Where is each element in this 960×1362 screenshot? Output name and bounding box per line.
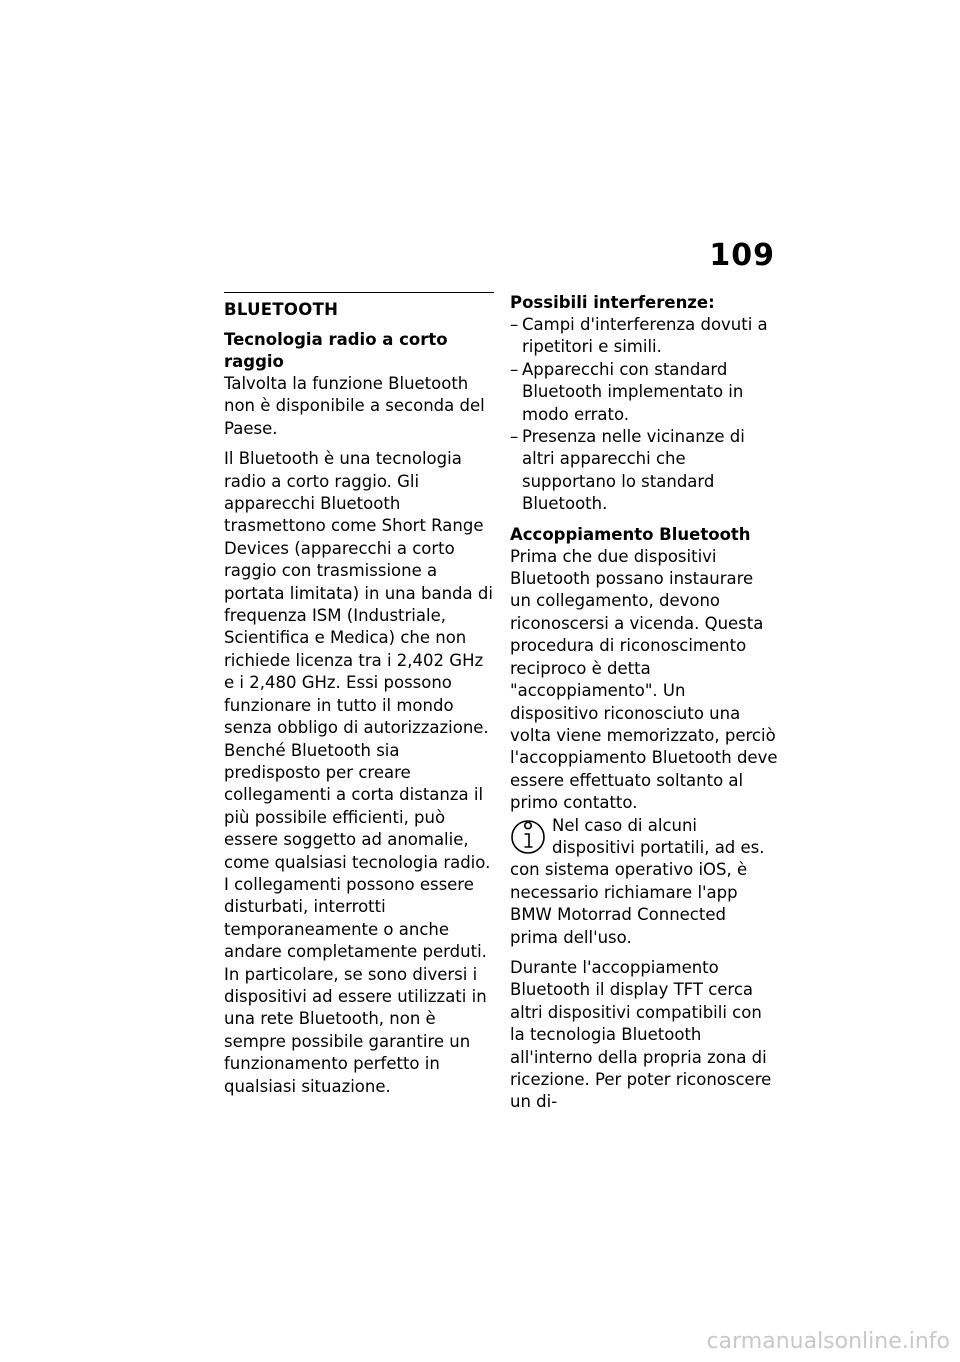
paragraph-availability: Talvolta la funzione Bluetooth non è disponibile a seconda del Paese.: [224, 374, 485, 438]
interference-list: [510, 314, 778, 516]
interference-heading: Possibili interferenze:: [510, 293, 715, 312]
info-icon: [510, 819, 546, 855]
list-item: – Apparecchi con standard Bluetooth implementato in modo errato.: [510, 359, 744, 424]
paragraph-tft-search: Durante l'accoppiamento Bluetooth il display TFT cerca altri dispositivi compatibili con la tecnologia Bluetooth all'interno della propria zona di ricezione. Per poter riconoscere un di-: [510, 957, 772, 1112]
list-item: – Campi d'interferenza dovuti a ripetitori e simili.: [510, 315, 768, 357]
paragraph-anomalies: Benché Bluetooth sia predisposto per creare collegamenti a corta distanza il più possibile efficienti, può essere soggetto ad anomalie, come qualsiasi tecnologia radio. I collegamenti possono essere disturbati, interrotti temporaneamente o anche andare completamente perduti. In particolare, se sono diversi i dispositivi ad essere utilizzati in una rete Bluetooth, non è sempre possibile garantire un funzionamento perfetto in qualsiasi situazione.: [224, 740, 491, 1096]
subheading-short-range: Tecnologia radio a corto raggio: [224, 330, 448, 371]
list-item: – Presenza nelle vicinanze di altri apparecchi che supportano lo standard Bluetooth.: [510, 427, 745, 514]
watermark: carmanualsonline.info: [706, 1329, 950, 1354]
section-title: BLUETOOTH: [224, 300, 339, 319]
paragraph-bluetooth-tech: Il Bluetooth è una tecnologia radio a corto raggio. Gli apparecchi Bluetooth trasmettono come Short Range Devices (apparecchi a corto raggio con trasmissione a portata limitata) in una banda di frequenza ISM (Industriale, Scientifica e Medica) che non richiede licenza tra i 2,402 GHz e i 2,480 GHz. Essi possono funzionare in tutto il mondo senza obbligo di autorizzazione.: [224, 449, 493, 738]
note-text: Nel caso di alcuni dispositivi portatili, ad es. con sistema operativo iOS, è necessario richiamare l'app BMW Motorrad Connected prima dell'uso.: [510, 815, 765, 947]
info-note: [510, 815, 778, 949]
section-rule: [224, 292, 494, 293]
page-number: 109: [709, 238, 775, 273]
right-column: [510, 292, 778, 1114]
left-column: [224, 292, 494, 1098]
paragraph-pairing: Prima che due dispositivi Bluetooth possano instaurare un collegamento, devono riconoscersi a vicenda. Questa procedura di riconoscimento reciproco è detta "accoppiamento". Un dispositivo riconosciuto una volta viene memorizzato, perciò l'accoppiamento Bluetooth deve essere effettuato soltanto al primo contatto.: [510, 546, 778, 813]
pairing-heading: Accoppiamento Bluetooth: [510, 524, 751, 544]
